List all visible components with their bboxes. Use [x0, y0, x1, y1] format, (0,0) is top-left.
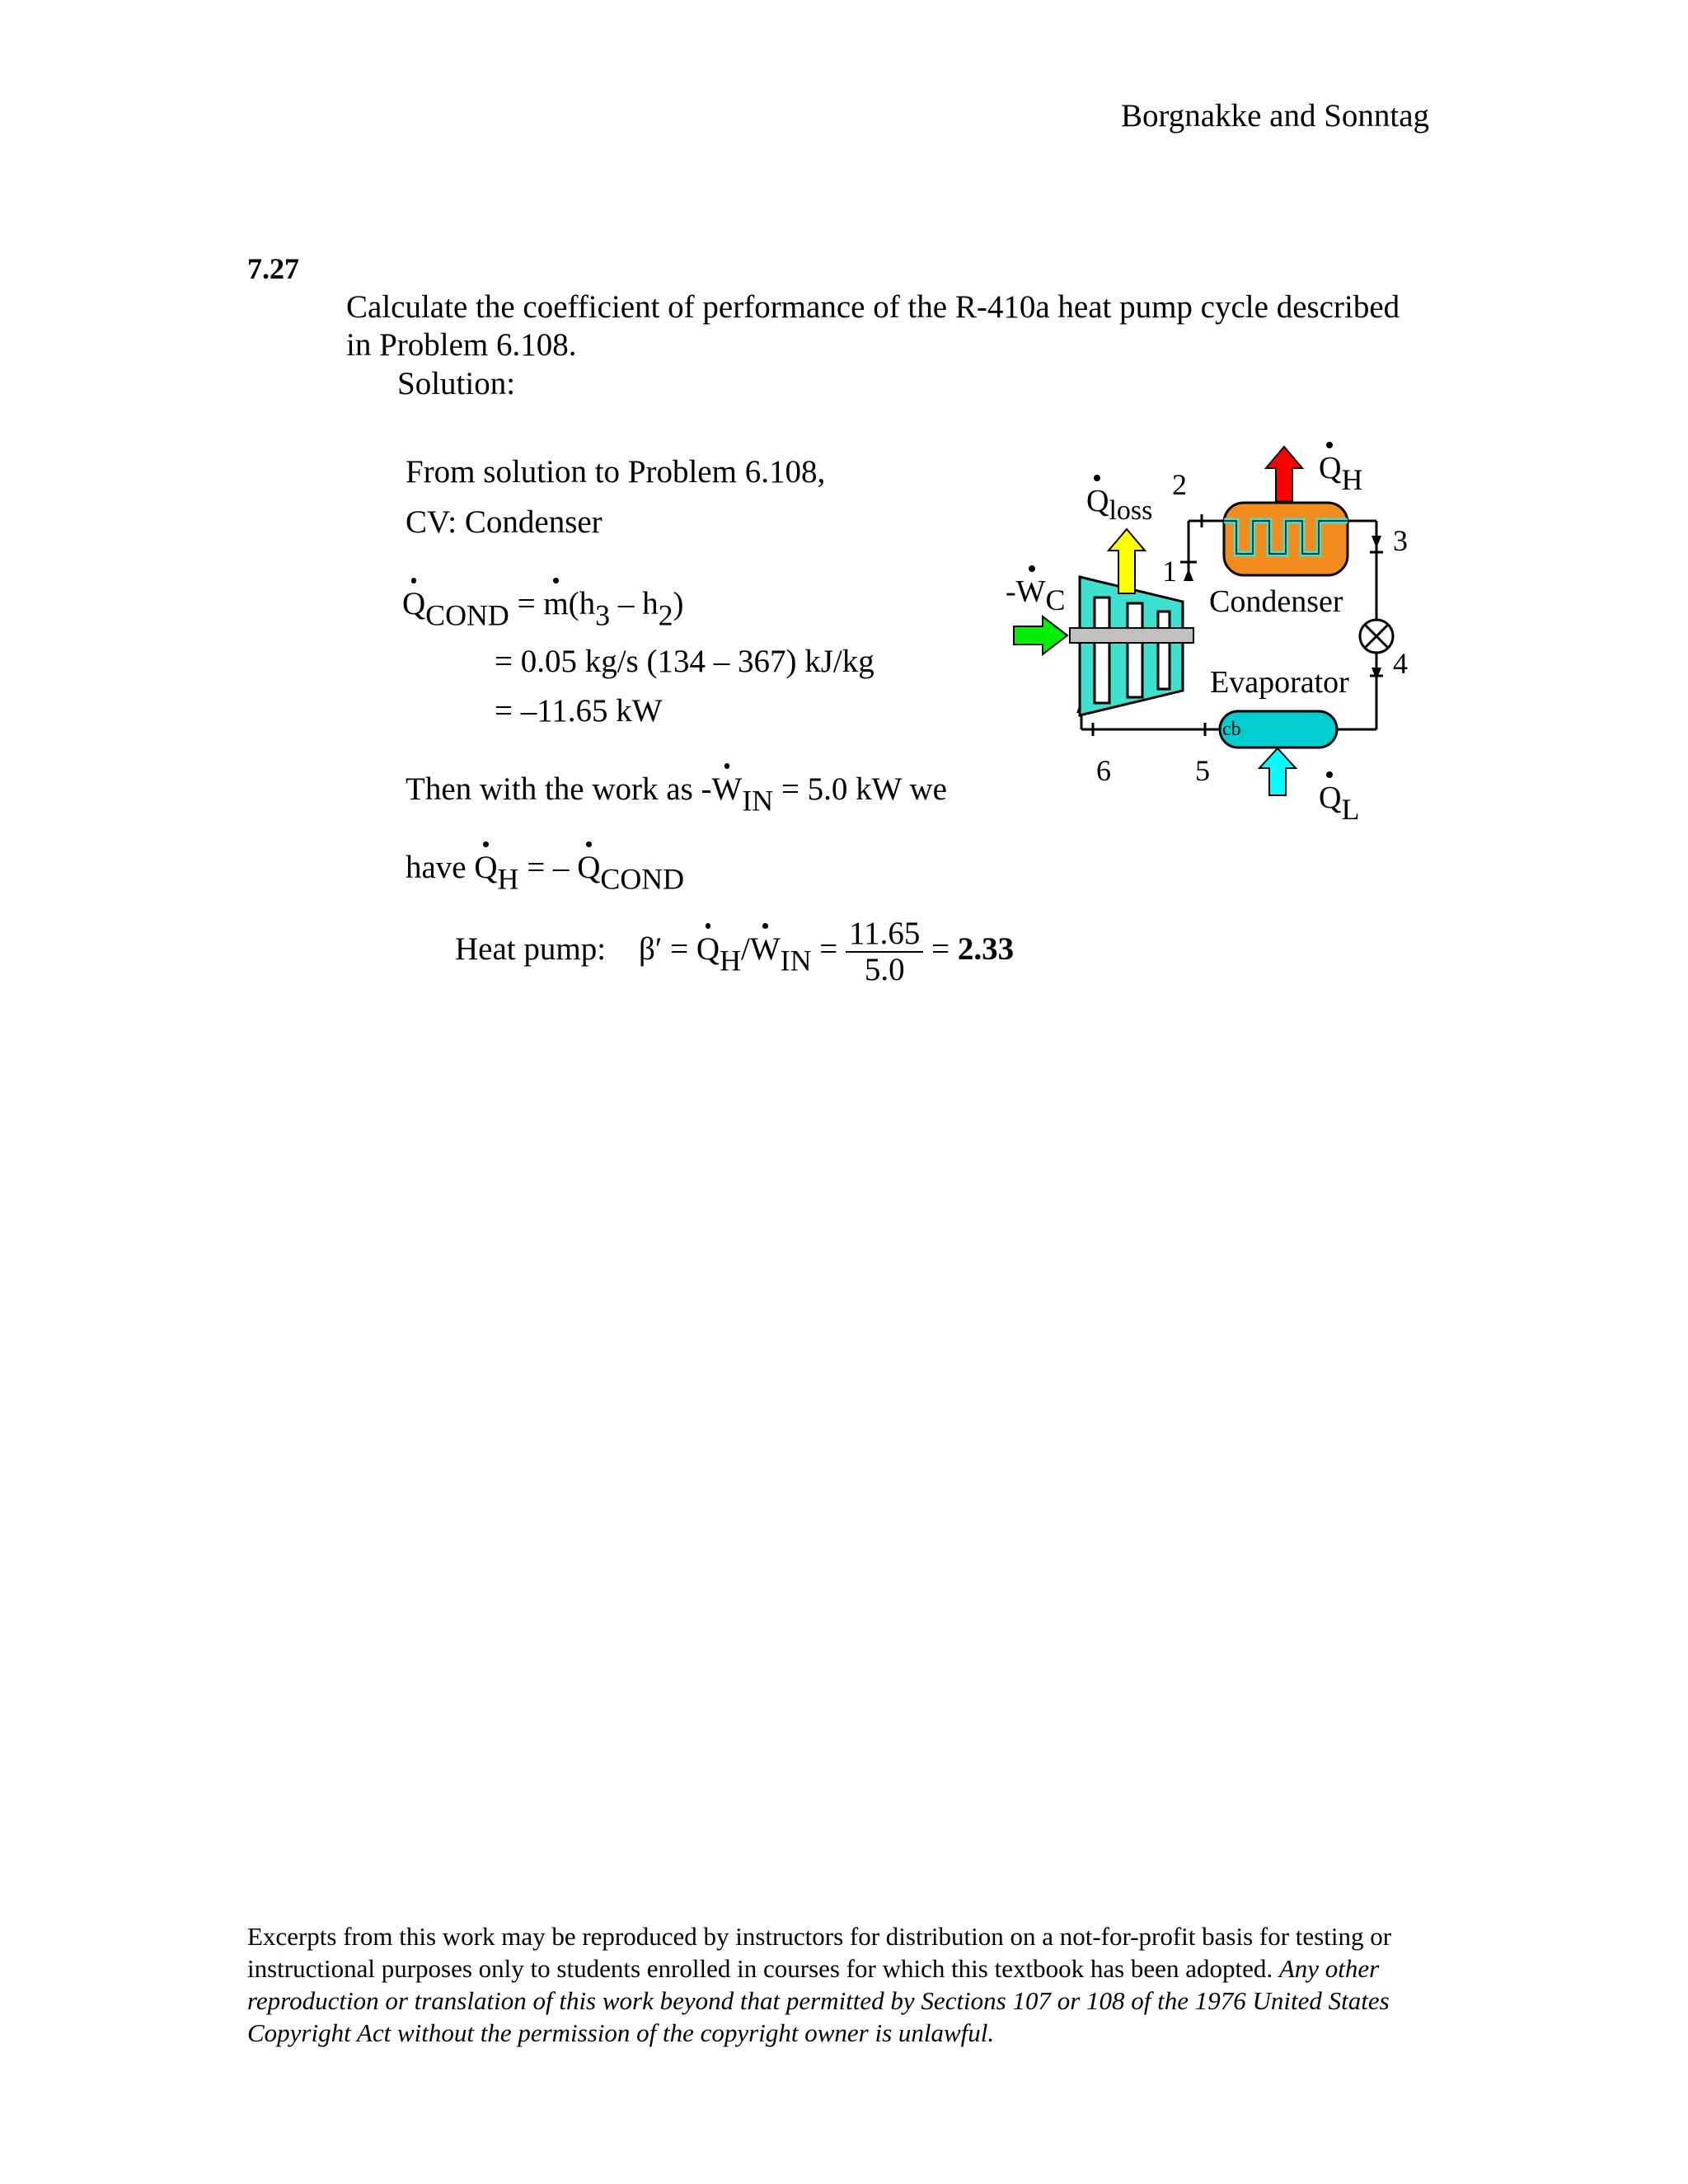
equation-result: = –11.65 kW: [495, 693, 663, 729]
state-1-label: 1: [1162, 555, 1177, 588]
problem-statement-line1: Calculate the coefficient of performance of the R-410a heat pump cycle described: [346, 289, 1400, 325]
state-6-label: 6: [1096, 754, 1111, 787]
heat-relation: have $Q_H$ = – $Q_{COND}$: [406, 850, 685, 896]
heat-loss-label: Qloss: [1086, 484, 1153, 526]
cop-equation: Heat pump: $\beta' = Q_H/W_{IN}$ = $\frac{11.65}{5.0}$ = 2.33: [455, 916, 1015, 987]
work-input-label: -WC: [1006, 574, 1066, 616]
equation-substitution: = 0.05 kg/s (134 – 367) kJ/kg: [495, 644, 874, 679]
expansion-valve: [1360, 620, 1393, 653]
running-header: Borgnakke and Sonntag: [1121, 98, 1430, 134]
equation-condenser-heat: $Q_{COND} = m(h_3 - h_2)$: [402, 586, 684, 632]
compressor: [1070, 577, 1193, 715]
copyright-notice: Excerpts from this work may be reproduced by instructors for distribution on a not-for-profit basis for testing or instructional purposes only to students enrolled in courses for which this textbook has been adopted. Any other reproduction or translation of this work beyond that permitted by Sections 107 or 108 of the 1976 United States Copyright Act without the permission of the copyright owner is unlawful.: [247, 1922, 1392, 2047]
heat-out-label: QH: [1319, 451, 1363, 496]
work-input-arrow: [1014, 616, 1067, 654]
solution-label: Solution:: [397, 366, 516, 401]
cb-label: cb: [1222, 719, 1241, 740]
cop-result: 2.33: [957, 930, 1015, 967]
control-volume: CV: Condenser: [406, 504, 603, 540]
heat-in-arrow: [1259, 748, 1296, 795]
state-3-label: 3: [1393, 524, 1408, 557]
heat-loss-arrow: [1109, 529, 1145, 593]
heat-in-label: QL: [1319, 780, 1360, 826]
state-4-label: 4: [1393, 647, 1408, 680]
cop-fraction: $\frac{11.65}{5.0}$: [846, 916, 923, 987]
evaporator-label: Evaporator: [1210, 665, 1349, 700]
heat-out-arrow: [1266, 447, 1302, 501]
work-input-statement: Then with the work as $-W_{IN} = 5.0$ kW we: [406, 771, 947, 818]
state-2-label: 2: [1172, 468, 1187, 501]
condenser: [1224, 503, 1348, 575]
condenser-label: Condenser: [1209, 584, 1343, 619]
heat-pump-diagram: [989, 429, 1418, 841]
state-5-label: 5: [1195, 754, 1210, 787]
heat-pump-label: Heat pump:: [455, 930, 607, 967]
problem-number: 7.27: [247, 252, 299, 285]
problem-statement-line2: in Problem 6.108.: [346, 327, 577, 363]
solution-intro: From solution to Problem 6.108,: [406, 454, 826, 490]
